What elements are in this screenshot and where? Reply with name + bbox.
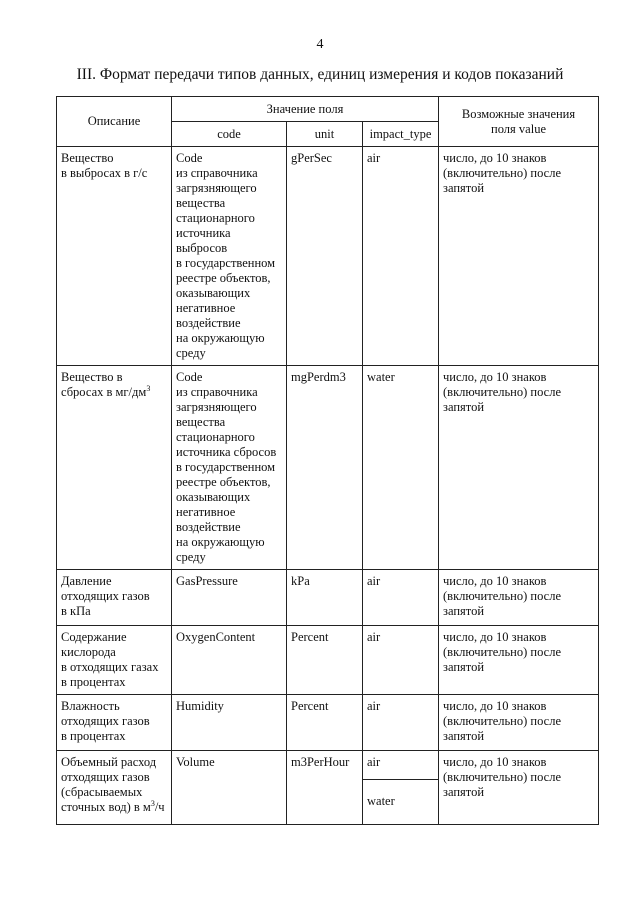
header-field-value: Значение поля	[172, 97, 439, 122]
row-value: число, до 10 знаков (включительно) после запятой	[439, 626, 599, 695]
row-unit: Percent	[287, 695, 363, 751]
row-description: Давление отходящих газов в кПа	[57, 570, 172, 626]
section-title: III. Формат передачи типов данных, единиц измерения и кодов показаний	[76, 66, 564, 83]
row-code: Code из справочника загрязняющего вещества стационарного источника выбросов в государственном реестре объектов, оказывающих негативное воздействие на окружающую среду	[172, 147, 287, 366]
table-row	[57, 751, 599, 780]
row-description	[57, 366, 172, 570]
row-description-tail: /ч	[154, 800, 165, 814]
header-impact-type: impact_type	[363, 122, 439, 147]
header-code: code	[172, 122, 287, 147]
table-row	[57, 147, 599, 366]
row-impact-type: air	[363, 147, 439, 366]
row-code: Code из справочника загрязняющего вещества стационарного источника сбросов в государственном реестре объектов, оказывающих негативное воздействие на окружающую среду	[172, 366, 287, 570]
row-impact-type: air	[363, 570, 439, 626]
header-description: Описание	[57, 97, 172, 147]
row-impact-type: air	[363, 751, 439, 780]
row-value: число, до 10 знаков (включительно) после запятой	[439, 751, 599, 825]
row-unit: mgPerdm3	[287, 366, 363, 570]
row-unit: kPa	[287, 570, 363, 626]
row-value: число, до 10 знаков (включительно) после запятой	[439, 570, 599, 626]
row-value: число, до 10 знаков (включительно) после запятой	[439, 147, 599, 366]
row-value: число, до 10 знаков (включительно) после запятой	[439, 695, 599, 751]
row-unit: m3PerHour	[287, 751, 363, 825]
superscript: 3	[150, 798, 155, 808]
row-code: Volume	[172, 751, 287, 825]
row-code: GasPressure	[172, 570, 287, 626]
header-possible-values: Возможные значения поля value	[439, 97, 599, 147]
row-impact-type: air	[363, 626, 439, 695]
row-code: OxygenContent	[172, 626, 287, 695]
row-description	[57, 751, 172, 825]
row-unit: Percent	[287, 626, 363, 695]
superscript: 3	[146, 383, 151, 393]
row-code: Humidity	[172, 695, 287, 751]
row-impact-type-2: water	[363, 780, 439, 825]
row-description-text: Объемный расход отходящих газов (сбрасываемых сточных вод) в м	[61, 755, 157, 814]
row-value: число, до 10 знаков (включительно) после запятой	[439, 366, 599, 570]
page-number: 4	[316, 37, 324, 52]
row-description: Вещество в выбросах в г/с	[57, 147, 172, 366]
table-row	[57, 626, 599, 695]
row-impact-type: water	[363, 366, 439, 570]
row-description-text: Вещество в сбросах в мг/дм	[61, 370, 147, 399]
row-unit: gPerSec	[287, 147, 363, 366]
table-row	[57, 366, 599, 570]
row-impact-type: air	[363, 695, 439, 751]
row-description: Влажность отходящих газов в процентах	[57, 695, 172, 751]
table-row	[57, 695, 599, 751]
header-unit: unit	[287, 122, 363, 147]
table-row	[57, 570, 599, 626]
row-description: Содержание кислорода в отходящих газах в процентах	[57, 626, 172, 695]
data-format-table	[56, 96, 599, 825]
